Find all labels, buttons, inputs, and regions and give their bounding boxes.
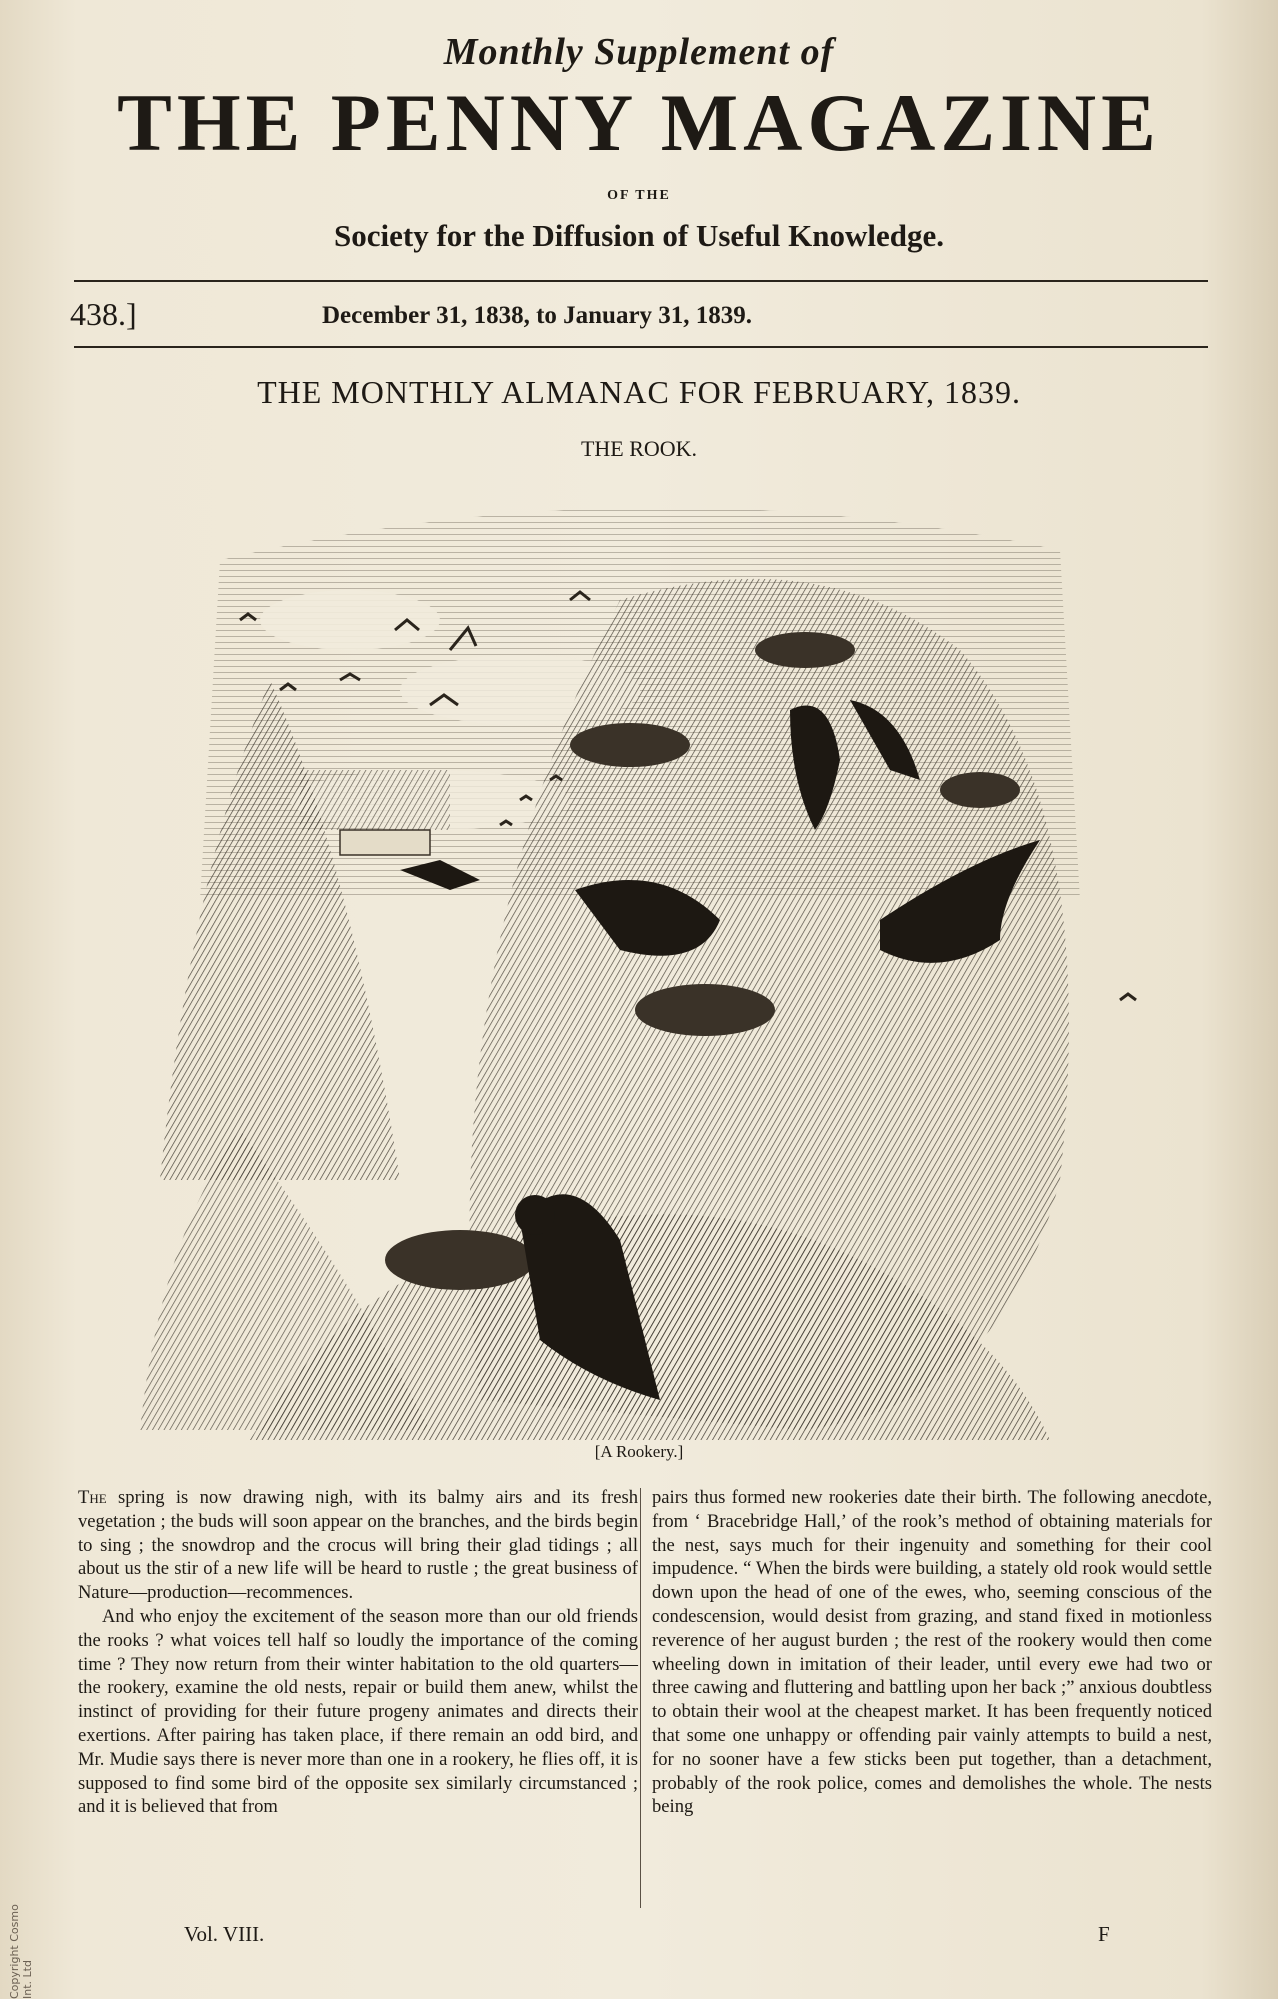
issue-dates: December 31, 1838, to January 31, 1839. bbox=[322, 302, 753, 329]
drop-word: The bbox=[78, 1487, 107, 1508]
text-column-right bbox=[652, 1486, 1212, 1819]
engraving-caption: [A Rookery.] bbox=[594, 1442, 684, 1461]
paragraph-text: spring is now drawing nigh, with its balmy airs and its fresh vegetation ; the buds will soon appear on the branches, and the birds begin to sing ; the snowdrop and the crocus will bring their glad tidings ; all about us the stir of a new life will be heard to rustle ; the great business of Nature—production—recommences. bbox=[78, 1487, 638, 1604]
article-subtitle: THE ROOK. bbox=[580, 436, 698, 461]
almanac-title: THE MONTHLY ALMANAC FOR FEBRUARY, 1839. bbox=[257, 374, 1021, 410]
distant-trees bbox=[300, 770, 450, 830]
column-divider bbox=[640, 1488, 641, 1908]
copyright-notice: Copyright Cosmo Int. Ltd bbox=[8, 1904, 34, 1999]
header-rule-top bbox=[74, 280, 1208, 282]
of-the-label: OF THE bbox=[607, 188, 671, 203]
society-name: Society for the Diffusion of Useful Knowledge. bbox=[334, 218, 944, 253]
issue-number: 438.] bbox=[70, 296, 137, 332]
paragraph: pairs thus formed new rookeries date their birth. The following anecdote, from ‘ Bracebridge Hall,’ of the rook’s method of obtaining materials for the nest, says much for their ingenuity and something for their cool impudence. “ When the birds were building, a stately old rook would settle down upon the head of one of the ewes, who, seeming conscious of the condescension, would desist from grazing, and stand fixed in motionless reverence of her august burden ; the rest of the rookery would then come wheeling down in imitation of their leader, until every ewe had two or three cawing and fluttering and battling upon her back ;” anxious doubtless to obtain their wool at the cheapest market. It has been frequently noticed that some one unhappy or offending pair vainly attempts to build a nest, for no sooner have a few sticks been put together, than a detachment, probably of the rook police, comes and demolishes the whole. The nests being bbox=[652, 1487, 1212, 1818]
rookery-engraving bbox=[100, 480, 1180, 1445]
volume-label: Vol. VIII. bbox=[184, 1922, 265, 1946]
supplement-heading: Monthly Supplement of bbox=[443, 31, 835, 73]
masthead-title: THE PENNY MAGAZINE bbox=[117, 77, 1161, 168]
paragraph bbox=[78, 1486, 638, 1605]
text-column-left bbox=[78, 1486, 638, 1819]
paragraph: And who enjoy the excitement of the season more than our old friends the rooks ? what voices tell half so loudly the importance of the coming time ? They now return from their winter habitation to the old quarters—the rookery, examine the old nests, repair or build them anew, whilst the instinct of providing for their future progeny animates and directs their exertions. After pairing has taken place, if there remain an odd bird, and Mr. Mudie says there is never more than one in a rookery, he flies off, it is supposed to find some bird of the opposite sex similarly circumstanced ; and it is believed that from bbox=[78, 1605, 638, 1818]
signature-mark: F bbox=[1098, 1922, 1110, 1946]
header-rule-bottom bbox=[74, 346, 1208, 348]
cloud bbox=[260, 590, 440, 650]
distant-house bbox=[340, 830, 430, 855]
